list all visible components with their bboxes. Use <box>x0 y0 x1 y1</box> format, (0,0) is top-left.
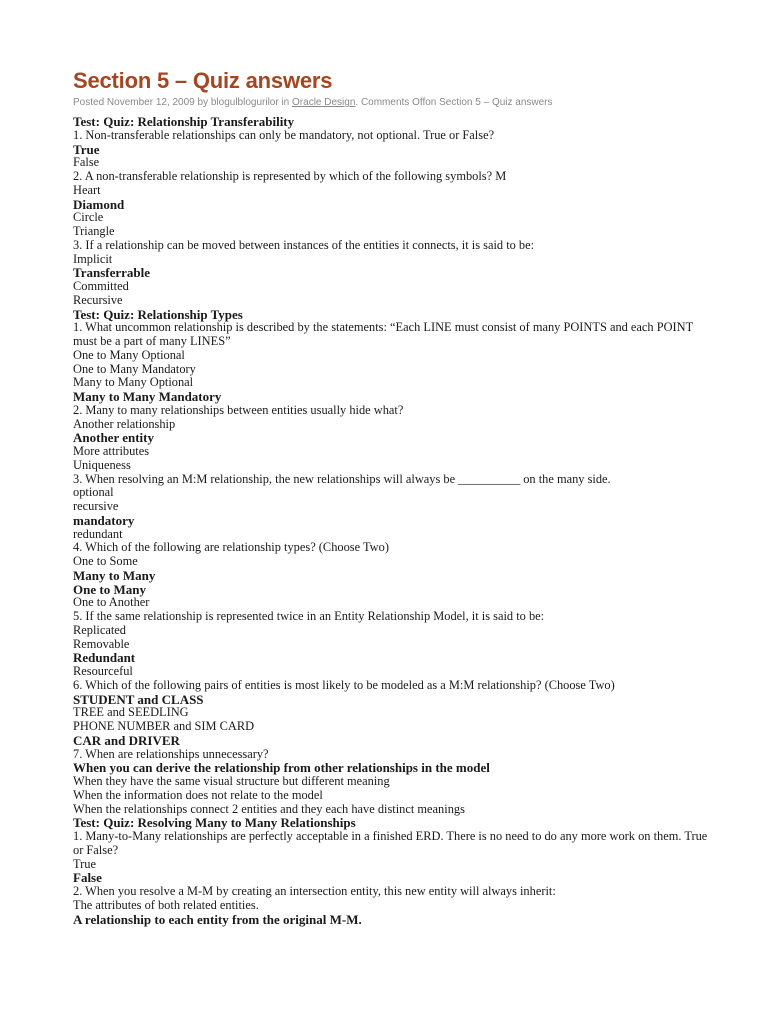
post-meta-suffix: . Comments Offon Section 5 – Quiz answers <box>355 97 553 108</box>
content-line: 6. Which of the following pairs of entities is most likely to be modeled as a M:M relationship? (Choose Two) <box>73 677 615 692</box>
content-line: One to Some <box>73 554 138 568</box>
content-line: 2. When you resolve a M-M by creating an intersection entity, this new entity will always inherit: <box>73 884 556 898</box>
answer-line-bold: STUDENT and CLASS <box>73 691 204 707</box>
content-line: TREE and SEEDLING <box>73 705 189 720</box>
post-meta-prefix: Posted November 12, 2009 by blogulblogurilor in <box>73 97 293 108</box>
content-line: Implicit <box>73 251 113 266</box>
answer-line-bold: Diamond <box>73 196 125 212</box>
content-line: 2. Many to many relationships between entities usually hide what? <box>73 402 404 417</box>
content-line: 1. Many-to-Many relationships are perfectly acceptable in a finished ERD. There is no need to do any more work on them. True or False? <box>73 829 708 857</box>
answer-line-bold: True <box>73 141 100 157</box>
content-line: 1. Non-transferable relationships can only be mandatory, not optional. True or False? <box>73 127 495 142</box>
answer-line-bold: CAR and DRIVER <box>73 732 180 748</box>
answer-line-bold: When you can derive the relationship from other relationships in the model <box>73 760 490 776</box>
content-line: One to Many Optional <box>73 347 185 362</box>
content-line: 4. Which of the following are relationship types? (Choose Two) <box>73 540 389 555</box>
content-line: The attributes of both related entities. <box>73 897 259 912</box>
content-line: One to Many Mandatory <box>73 361 196 376</box>
content-line: recursive <box>73 499 119 513</box>
content-line: False <box>73 155 100 170</box>
content-line: Triangle <box>73 224 115 238</box>
answer-line-bold: Redundant <box>73 650 136 666</box>
content-line: When they have the same visual structure but different meaning <box>73 774 390 788</box>
content-line: Resourceful <box>73 664 133 678</box>
content-line: More attributes <box>73 444 150 458</box>
content-line: 3. If a relationship can be moved between instances of the entities it connects, it is said to be: <box>73 237 535 252</box>
answer-line-bold: A relationship to each entity from the original M-M. <box>73 911 362 927</box>
content-line: Recursive <box>73 292 123 307</box>
answer-line-bold: Test: Quiz: Relationship Transferability <box>73 114 295 129</box>
post-title[interactable]: Section 5 – Quiz answers <box>73 68 333 93</box>
content-line: optional <box>73 485 114 500</box>
post-container <box>73 67 713 926</box>
content-line: 2. A non-transferable relationship is represented by which of the following symbols? M <box>73 169 507 183</box>
answer-line-bold: Many to Many Mandatory <box>73 389 222 404</box>
answer-line-bold: Transferrable <box>73 265 151 281</box>
content-line: redundant <box>73 526 123 541</box>
answer-line-bold: mandatory <box>73 512 135 528</box>
content-line: Removable <box>73 636 130 651</box>
content-line: Replicated <box>73 622 126 637</box>
content-line: Committed <box>73 279 129 293</box>
content-line: Uniqueness <box>73 457 131 472</box>
answer-line-bold: False <box>73 870 102 886</box>
answer-line-bold: Test: Quiz: Relationship Types <box>73 306 243 322</box>
content-line: True <box>73 856 96 871</box>
content-line: When the information does not relate to the model <box>73 787 323 802</box>
content-line: 7. When are relationships unnecessary? <box>73 746 269 761</box>
answer-line-bold: Another entity <box>73 430 155 446</box>
content-line: Many to Many Optional <box>73 375 194 390</box>
post-meta <box>73 96 713 110</box>
content-line: PHONE NUMBER and SIM CARD <box>73 719 255 733</box>
answer-line-bold: Test: Quiz: Resolving Many to Many Relationships <box>73 815 356 831</box>
answer-line-bold: Many to Many <box>73 567 156 583</box>
content-line: When the relationships connect 2 entities and they each have distinct meanings <box>73 801 465 816</box>
content-line: Circle <box>73 210 104 225</box>
content-line: 5. If the same relationship is represented twice in an Entity Relationship Model, it is said to be: <box>73 609 545 623</box>
category-link[interactable]: Oracle Design <box>292 97 356 108</box>
content-line: Another relationship <box>73 416 176 431</box>
content-line: Heart <box>73 182 101 197</box>
content-line: One to Another <box>73 595 150 610</box>
post-content <box>73 115 713 926</box>
answer-line-bold: One to Many <box>73 581 146 597</box>
content-line: 1. What uncommon relationship is described by the statements: “Each LINE must consist of many POINTS and each POINT must be a part of many LINES” <box>73 320 693 348</box>
content-line: 3. When resolving an M:M relationship, the new relationships will always be __________ on the many side. <box>73 471 611 486</box>
